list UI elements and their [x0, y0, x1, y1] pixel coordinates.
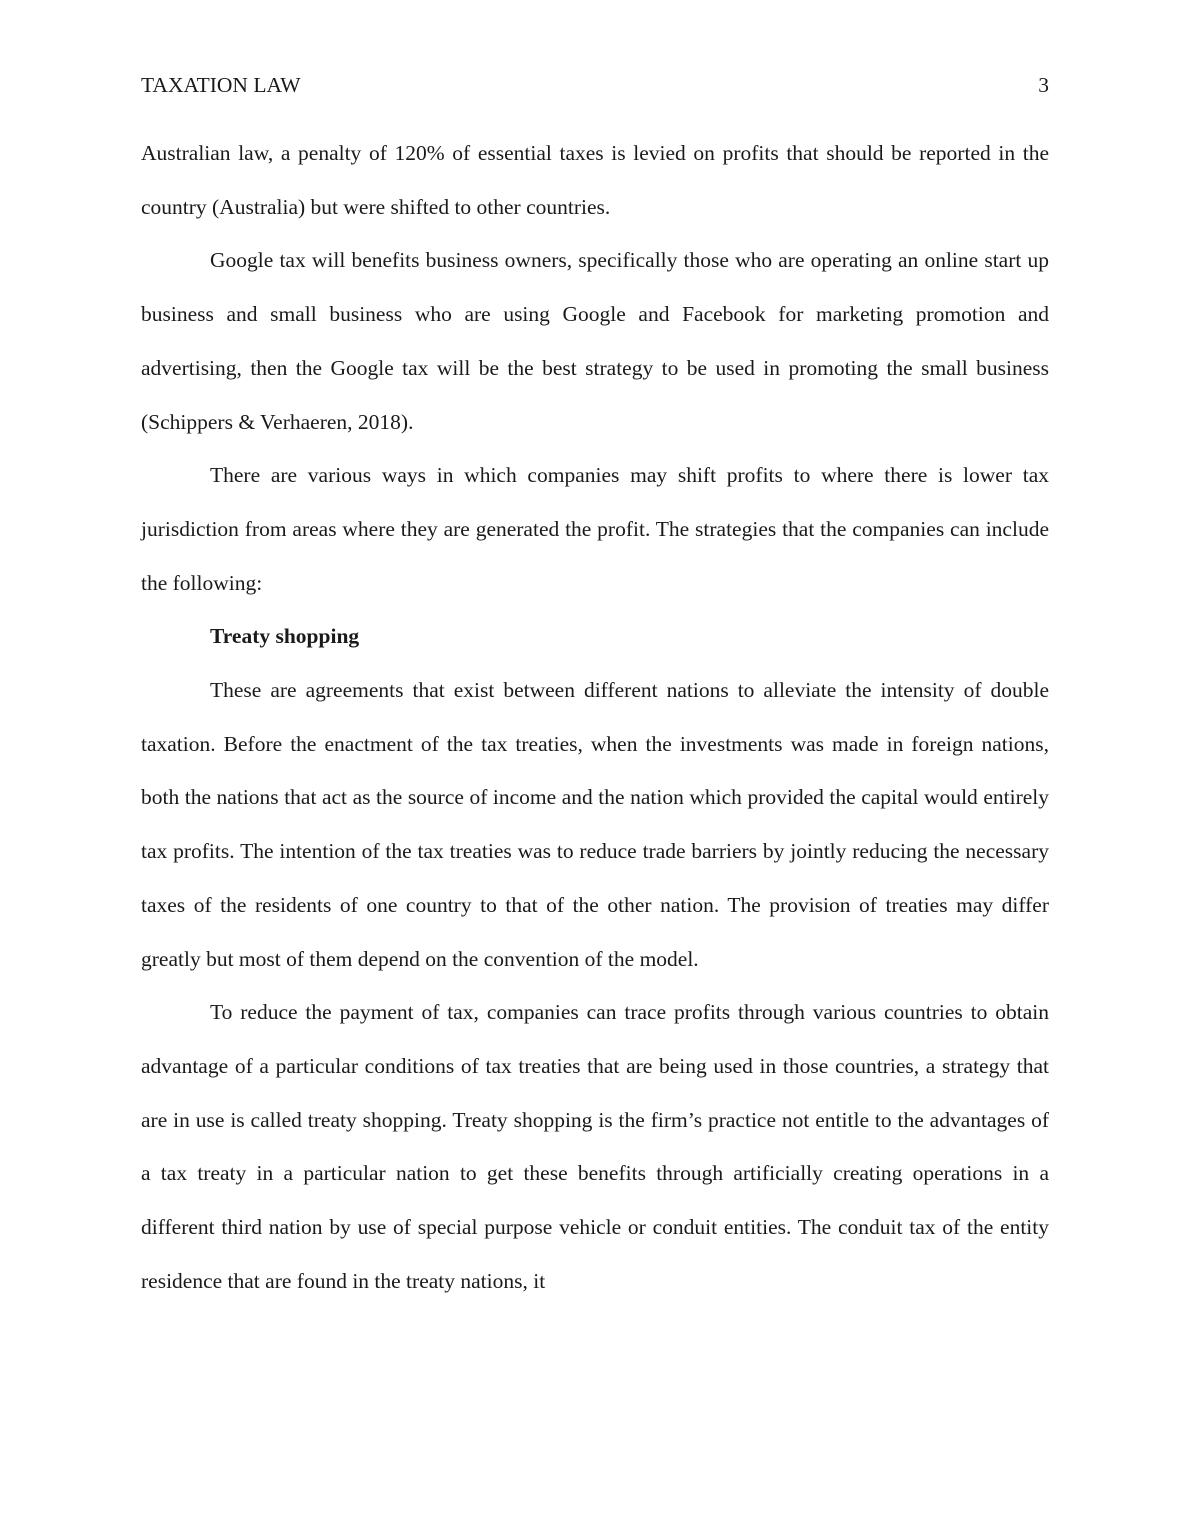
document-body [141, 127, 1049, 1308]
running-head: TAXATION LAW [141, 73, 301, 97]
page-number: 3 [1038, 73, 1049, 97]
paragraph-tax-treaties: These are agreements that exist between different nations to alleviate the intensity of double taxation. Before the enactment of the tax treaties, when the investments was made in foreign nations, both the nations that act as the source of income and the nation which provided the capital would entirely tax profits. The intention of the tax treaties was to reduce trade barriers by jointly reducing the necessary taxes of the residents of one country to that of the other nation. The provision of treaties may differ greatly but most of them depend on the convention of the model. [141, 678, 1049, 971]
paragraph-google-tax: Google tax will benefits business owners, specifically those who are operating an online start up business and small business who are using Google and Facebook for marketing promotion and advertising, then the Google tax will be the best strategy to be used in promoting the small business (Schippers & Verhaeren, 2018). [141, 248, 1049, 434]
paragraph-treaty-shopping: To reduce the payment of tax, companies can trace profits through various countries to obtain advantage of a particular conditions of tax treaties that are being used in those countries, a strategy that are in use is called treaty shopping. Treaty shopping is the firm’s practice not entitle to the advantages of a tax treaty in a particular nation to get these benefits through artificially creating operations in a different third nation by use of special purpose vehicle or conduit entities. The conduit tax of the entity residence that are found in the treaty nations, it [141, 1000, 1049, 1293]
paragraph-profit-shifting: There are various ways in which companies may shift profits to where there is lower tax jurisdiction from areas where they are generated the profit. The strategies that the companies can include the following: [141, 463, 1049, 595]
page-header [141, 70, 1049, 100]
paragraph-continued: Australian law, a penalty of 120% of essential taxes is levied on profits that should be reported in the country (Australia) but were shifted to other countries. [141, 141, 1049, 219]
section-heading-treaty-shopping: Treaty shopping [210, 624, 360, 649]
